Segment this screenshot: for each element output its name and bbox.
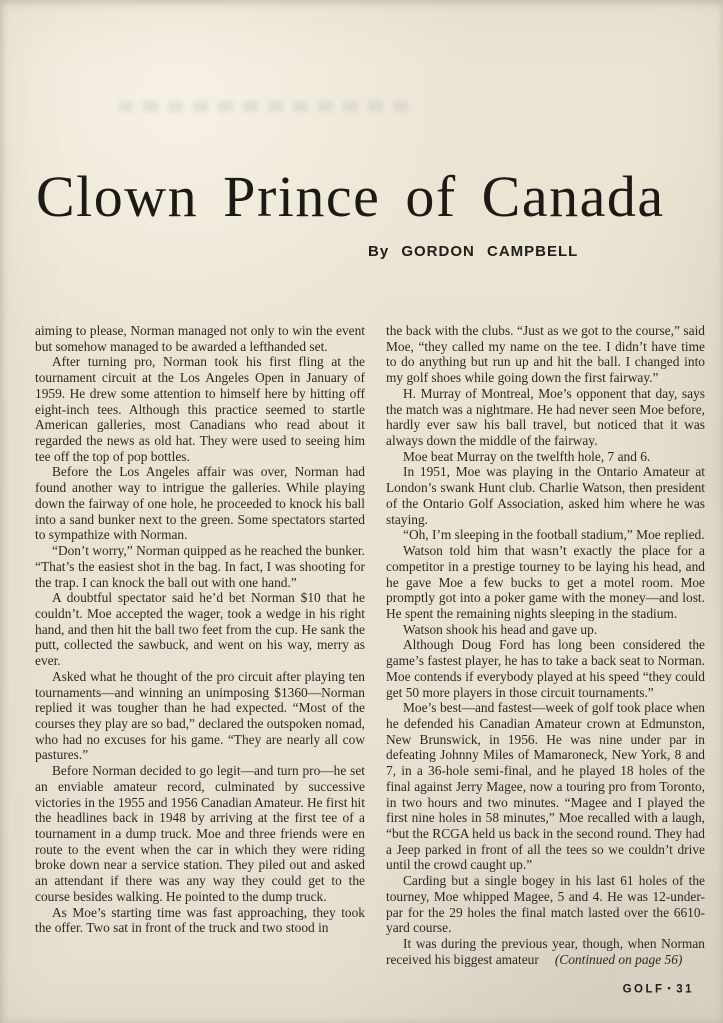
byline: By GORDON CAMPBELL — [368, 243, 579, 260]
article-paragraph: As Moe’s starting time was fast approaching, they took the offer. Two sat in front of the truck and two stood in — [35, 904, 365, 936]
footer-separator-icon: • — [667, 983, 674, 993]
article-paragraph: Asked what he thought of the pro circuit after playing ten tournaments—and winning an unimposing $1360—Norman replied it was tougher than he had expected. “Most of the courses they play are so bad,” declared the outspoken nomad, who had no excuses for his game. “They are nearly all cow pastures.” — [35, 668, 365, 763]
magazine-name: GOLF — [622, 983, 665, 996]
page-footer — [623, 983, 694, 996]
column-right — [386, 323, 705, 967]
article-paragraph: “Oh, I’m sleeping in the football stadium,” Moe replied. — [403, 527, 705, 543]
article-paragraph: It was during the previous year, though, when Norman received his biggest amateur (Continued on page 56) — [386, 936, 705, 967]
article-title: Clown Prince of Canada — [36, 163, 665, 229]
article-paragraph: Before the Los Angeles affair was over, Norman had found another way to intrigue the galleries. While playing down the fairway of one hole, he proceeded to knock his ball into a sand bunker next to the green. Some spectators started to sympathize with Norman. — [35, 464, 365, 543]
article-paragraph: Before Norman decided to go legit—and turn pro—he set an enviable amateur record, culminated by successive victories in the 1955 and 1956 Canadian Amateur. He first hit the headlines back in 1948 by arriving at the first tee of a tournament in a dump truck. Moe and three friends were en route to the event when the car in which they were riding broke down near a service station. They piled out and asked an attendant if there was any way they could get to the course besides walking. He pointed to the dump truck. — [35, 763, 365, 904]
article-paragraph: “Don’t worry,” Norman quipped as he reached the bunker. “That’s the easiest shot in the bag. In fact, I was shooting for the trap. I can knock the ball out with one hand.” — [35, 543, 365, 590]
article-paragraph: the back with the clubs. “Just as we got to the course,” said Moe, “they called my name on the tee. I didn’t have time to do anything but run up and hit the ball. I changed into my golf shoes while going down the first fairway.” — [386, 323, 705, 386]
article-paragraph: A doubtful spectator said he’d bet Norman $10 that he couldn’t. Moe accepted the wager, took a wedge in his right hand, and then hit the ball two feet from the cup. He sank the putt, collected the sawbuck, and went on his way, merry as ever. — [35, 590, 365, 669]
article-paragraph: aiming to please, Norman managed not only to win the event but somehow managed to be awarded a lefthanded set. — [35, 323, 365, 354]
article-paragraph: Moe’s best—and fastest—week of golf took place when he defended his Canadian Amateur crown at Edmunston, New Brunswick, in 1956. He was nine under par in defeating Johnny Miles of Mamaroneck, New York, 8 and 7, in a 36-hole semi-final, and he played 18 holes of the final against Jerry Magee, now a touring pro from Toronto, in two hours and two minutes. “Magee and I played the first nine holes in 58 minutes,” Moe recalled with a laugh, “but the RCGA held us back in the second round. They had a Jeep parked in front of all the tees so we couldn’t drive until the crowd caught up.” — [386, 700, 705, 873]
page-number: 31 — [676, 983, 694, 996]
article-paragraph: In 1951, Moe was playing in the Ontario Amateur at London’s swank Hunt club. Charlie Watson, then president of the Ontario Golf Association, asked him where he was staying. — [386, 464, 705, 527]
article-paragraph: H. Murray of Montreal, Moe’s opponent that day, says the match was a nightmare. He had never seen Moe before, hardly ever saw his ball travel, but noticed that it was always down the middle of the fairway. — [386, 385, 705, 449]
article-paragraph: Watson told him that wasn’t exactly the place for a competitor in a prestige tourney to be laying his head, and he gave Moe a few bucks to get a motel room. Moe promptly got into a poker game with the money—and lost. He spent the remaining nights sleeping in the stadium. — [386, 543, 705, 621]
article-body — [35, 323, 705, 967]
article-paragraph: After turning pro, Norman took his first fling at the tournament circuit at the Los Angeles Open in January of 1959. He drew some attention to himself here by hitting off eight-inch tees. Although this practice seemed to startle American galleries, most Canadians who read about it regarded the news as old hat. They were used to seeing him tee off the top of pop bottles. — [35, 354, 365, 464]
show-through-artifact — [118, 101, 418, 112]
article-paragraph: Carding but a single bogey in his last 61 holes of the tourney, Moe whipped Magee, 5 and 4. He was 12-under-par for the 29 holes the final match lasted over the 6610-yard course. — [386, 873, 705, 936]
article-paragraph: Watson shook his head and gave up. — [403, 621, 598, 637]
column-left — [35, 323, 365, 967]
article-paragraph: Although Doug Ford has long been considered the game’s fastest player, he has to take a back seat to Norman. Moe contends if everybody played at his speed “they could get 50 more players in those circuit tournaments.” — [386, 637, 705, 700]
article-paragraph: Moe beat Murray on the twelfth hole, 7 and 6. — [403, 448, 651, 464]
continued-note: (Continued on page 56) — [554, 951, 683, 967]
